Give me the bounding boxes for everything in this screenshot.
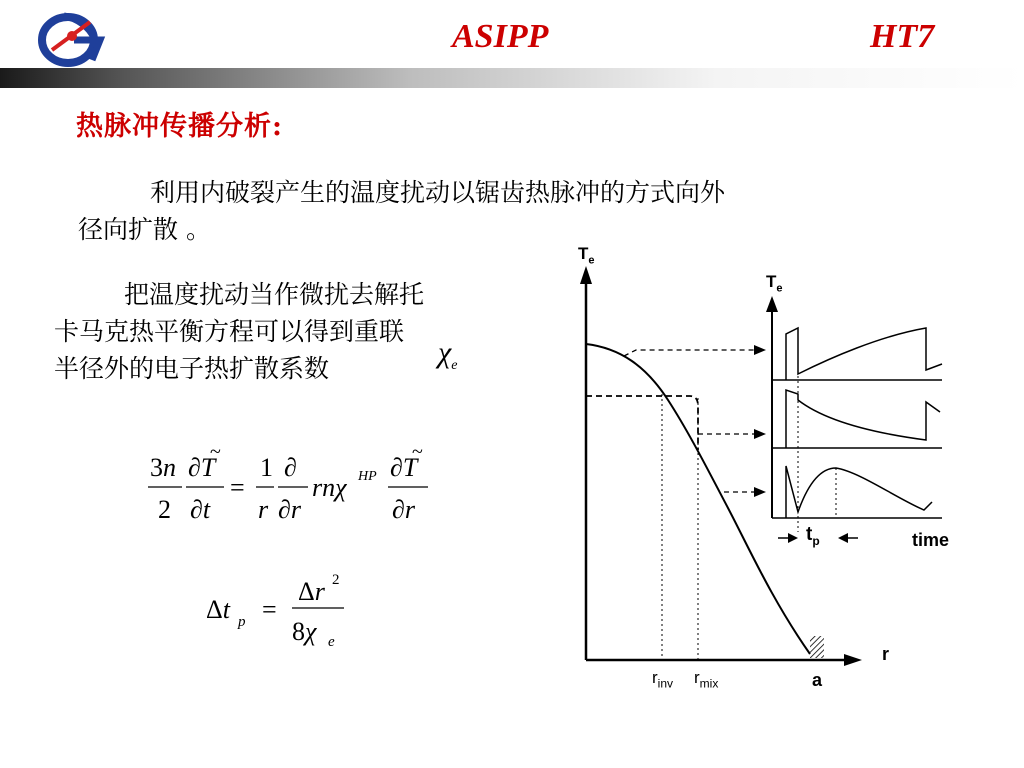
svg-text:∂T: ∂T — [390, 453, 418, 482]
svg-text:Δr: Δr — [298, 577, 325, 606]
main-y-label: $T_e$ — [578, 244, 595, 267]
paragraph-1-line-2: 径向扩散 。 — [78, 215, 211, 244]
pulse-delay-equation — [204, 570, 364, 650]
svg-text:2: 2 — [158, 495, 171, 524]
x-tick-a: a — [812, 670, 823, 690]
svg-text:8χ: 8χ — [292, 617, 317, 646]
svg-text:rnχ: rnχ — [312, 473, 347, 502]
svg-text:=: = — [262, 595, 277, 624]
paragraph-2-line-3: 半径外的电子热扩散系数 — [54, 354, 330, 383]
x-tick-rmix: $r_{mix}$ — [694, 668, 719, 691]
svg-text:∂r: ∂r — [278, 495, 301, 524]
paragraph-2-line-1: 把温度扰动当作微扰去解托 — [124, 280, 425, 309]
svg-text:3n: 3n — [150, 453, 176, 482]
heat-pulse-figure — [560, 240, 960, 700]
paragraph-2 — [54, 276, 554, 387]
chi-e-symbol: $\chi_e$ — [438, 336, 458, 373]
paragraph-1-line-1: 利用内破裂产生的温度扰动以锯齿热脉冲的方式向外 — [150, 178, 726, 207]
paragraph-2-line-2: 卡马克热平衡方程可以得到重联 — [54, 317, 405, 346]
svg-text:~: ~ — [210, 446, 221, 463]
svg-text:2: 2 — [332, 572, 340, 588]
tp-label: $t_p$ — [806, 524, 820, 548]
svg-text:HP: HP — [358, 469, 377, 484]
slide-title: 热脉冲传播分析: — [76, 111, 283, 142]
paragraph-1 — [78, 174, 958, 248]
header-device: HT7 — [870, 18, 935, 55]
svg-text:Δt: Δt — [206, 595, 230, 624]
svg-text:e: e — [328, 634, 335, 650]
inset-y-label: $T_e$ — [766, 272, 783, 295]
inset-x-label: time — [912, 530, 950, 550]
main-x-label: r — [882, 644, 890, 664]
svg-text:~: ~ — [412, 446, 423, 463]
svg-text:=: = — [230, 473, 245, 502]
svg-text:1: 1 — [260, 453, 273, 482]
heat-diffusion-equation — [142, 446, 442, 526]
asipp-logo-icon — [34, 10, 110, 68]
svg-text:∂r: ∂r — [392, 495, 415, 524]
svg-text:∂T: ∂T — [188, 453, 216, 482]
header-org: ASIPP — [452, 18, 549, 55]
svg-text:r: r — [258, 495, 269, 524]
svg-text:∂t: ∂t — [190, 495, 211, 524]
x-tick-rinv: $r_{inv}$ — [652, 668, 674, 691]
svg-text:∂: ∂ — [284, 453, 297, 482]
svg-text:p: p — [238, 614, 246, 630]
header-bar — [0, 68, 1024, 88]
